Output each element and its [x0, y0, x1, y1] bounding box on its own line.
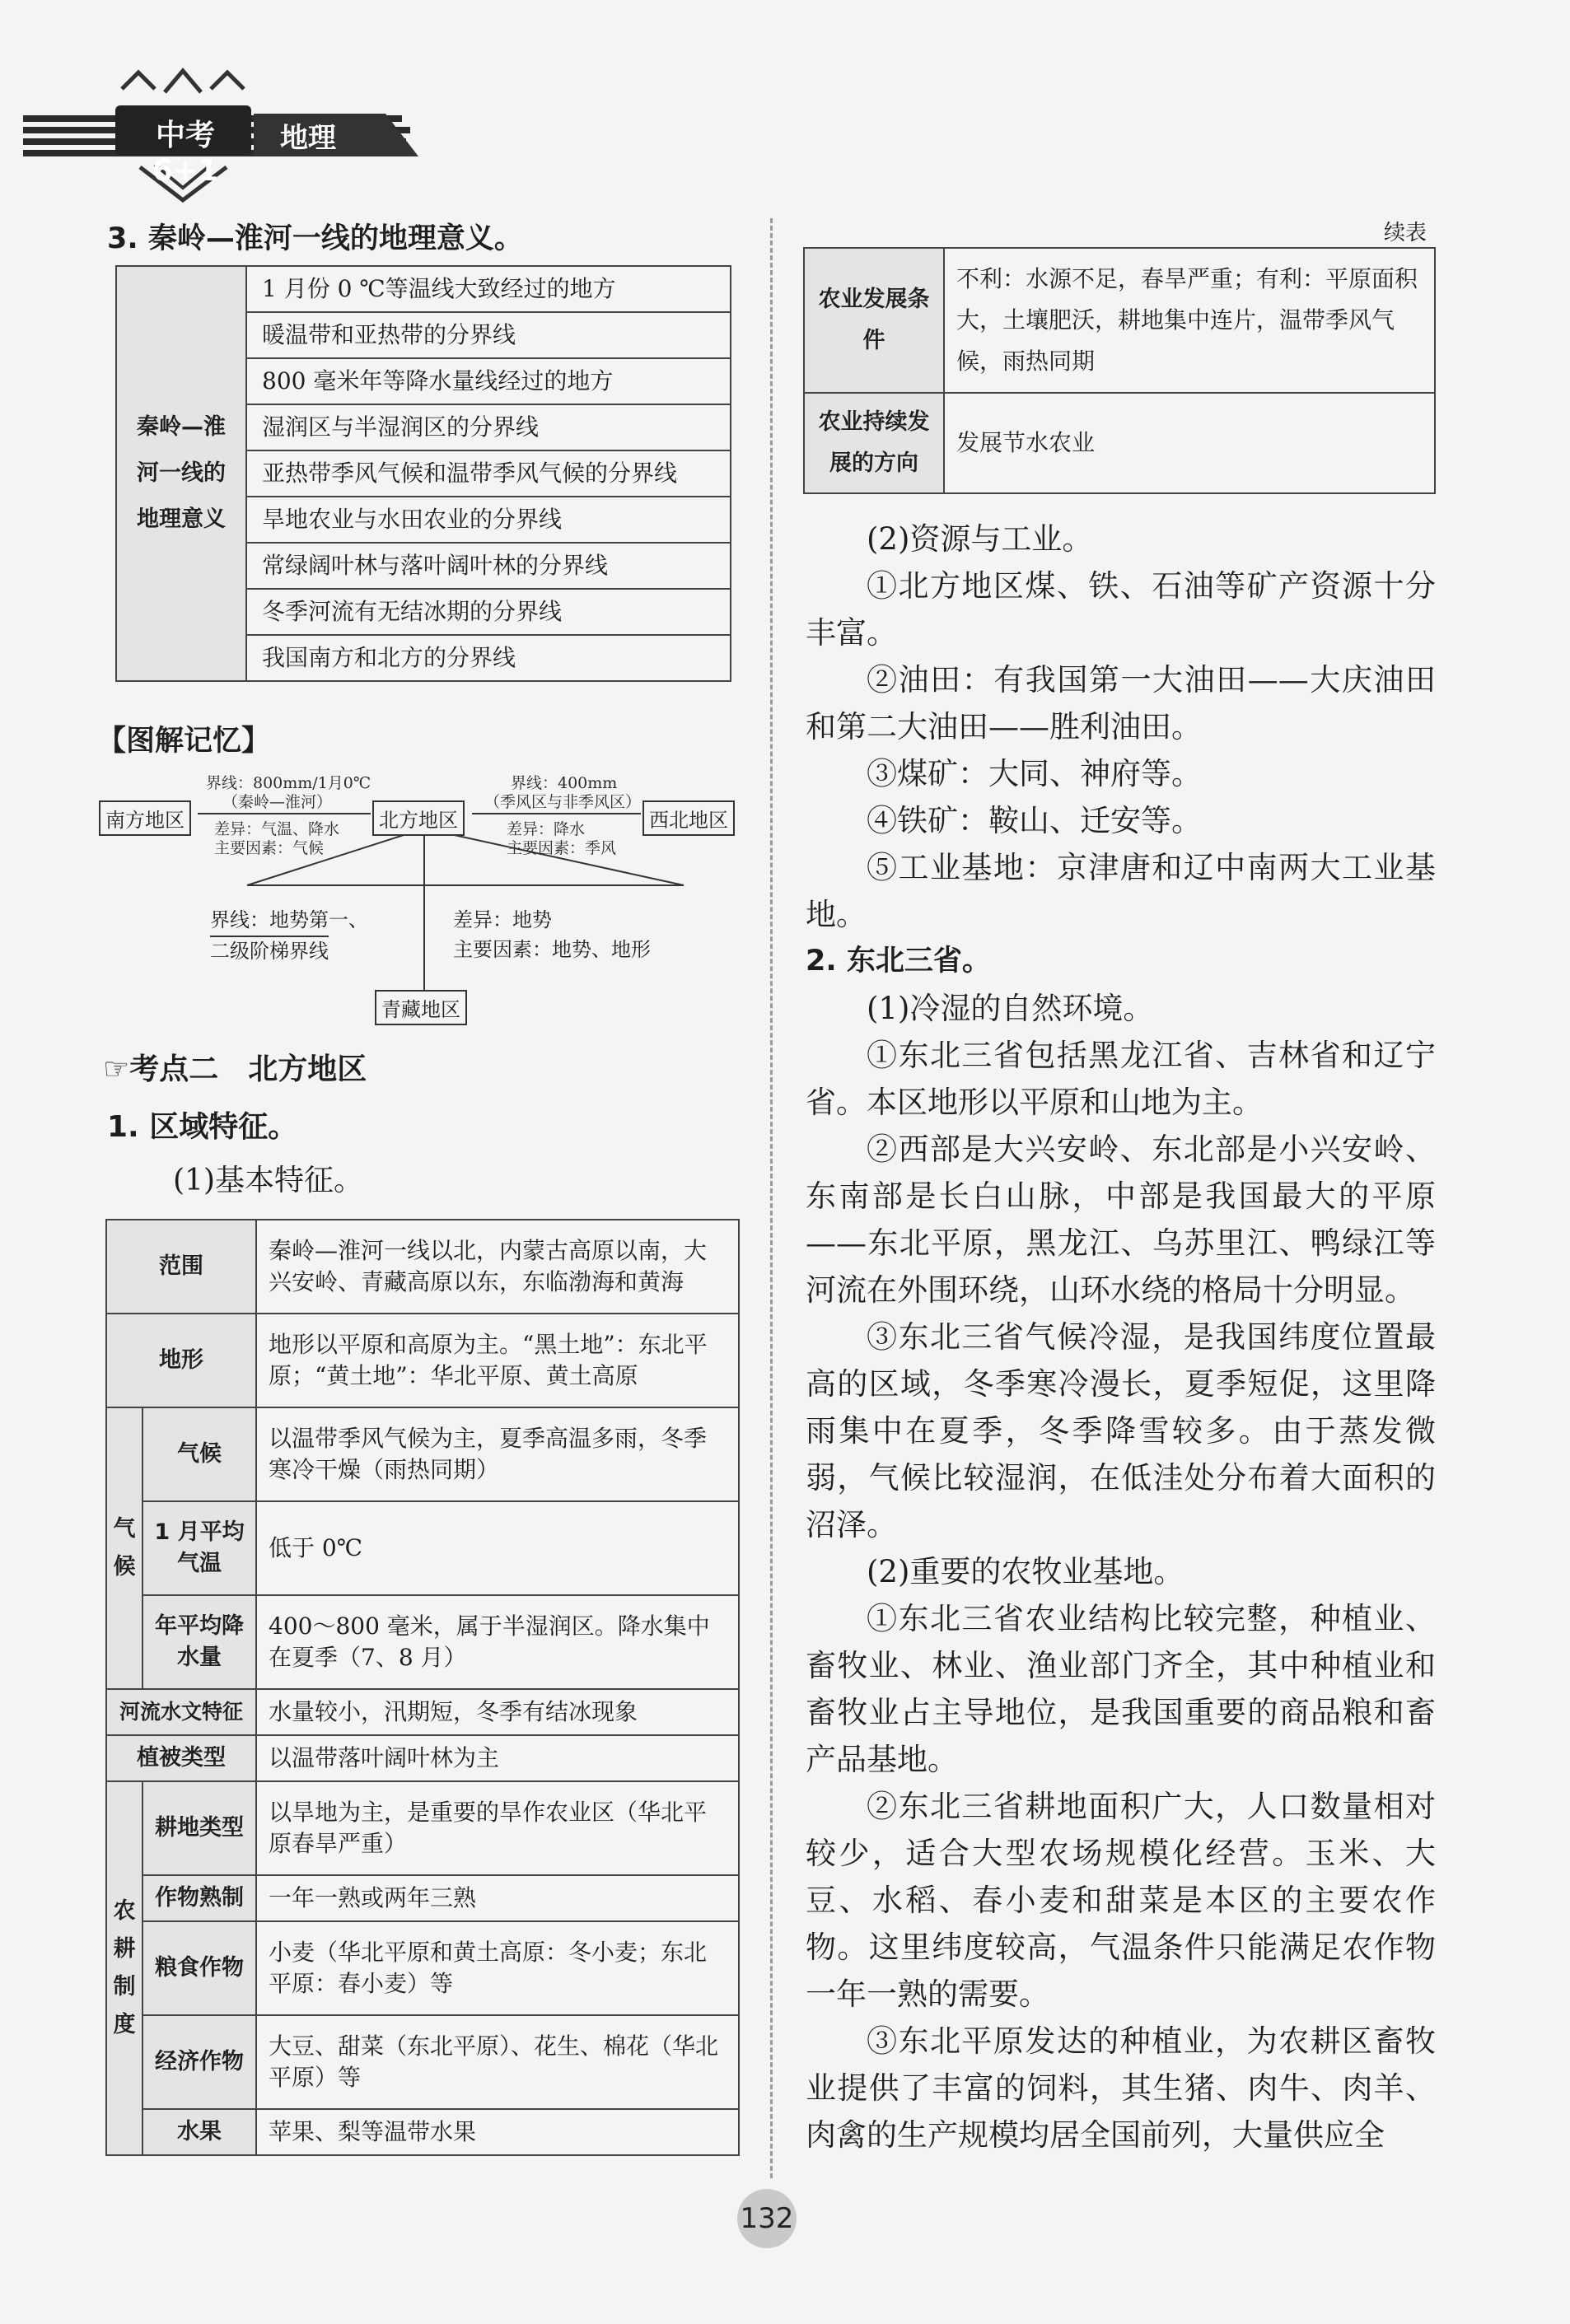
label-vegetation: 植被类型 — [106, 1735, 256, 1781]
box-north-region: 北方地区 — [372, 800, 465, 836]
para-resources-heading: (2)资源与工业。 — [867, 521, 1093, 557]
para-livestock: ③东北平原发达的种植业，为农耕区畜牧业提供了丰富的饲料，其生猪、肉牛、肉羊、肉禽的生产规模均居全国前列，大量供应全 — [806, 2023, 1436, 2153]
label-qihou: 气候 — [143, 1407, 256, 1501]
value-fanwei: 秦岭—淮河一线以北，内蒙古高原以南，大兴安岭、青藏高原以东，东临渤海和黄海 — [256, 1220, 739, 1314]
value-crop-cycle: 一年一熟或两年三熟 — [256, 1875, 739, 1921]
region-diagram — [91, 766, 750, 1029]
qinling-item: 冬季河流有无结冰期的分界线 — [246, 589, 731, 635]
column-divider — [770, 218, 773, 2178]
nw-difference: 差异：降水 — [507, 820, 586, 838]
nw-factor: 主要因素：季风 — [507, 839, 617, 857]
qinling-huaihe-table — [115, 265, 731, 682]
para-iron: ④铁矿：鞍山、迁安等。 — [867, 803, 1202, 838]
box-qingzang-region: 青藏地区 — [375, 990, 467, 1025]
value-qihou: 以温带季风气候为主，夏季高温多雨，冬季寒冷干燥（雨热同期） — [256, 1407, 739, 1501]
qinling-item: 暖温带和亚热带的分界线 — [246, 312, 731, 358]
label-agri-conditions: 农业发展条件 — [804, 248, 944, 393]
subject-tab-shape — [254, 114, 418, 156]
qz-boundary-note: 二级阶梯界线 — [210, 936, 329, 965]
qinling-item: 1 月份 0 ℃等温线大致经过的地方 — [246, 266, 731, 312]
basic-features-heading: (1)基本特征。 — [173, 1164, 363, 1197]
series-logo-text: 中考6+1 — [152, 119, 219, 188]
group-qihou: 气候 — [106, 1407, 143, 1689]
sn-difference: 差异：气温、降水 — [214, 820, 340, 838]
sn-factor: 主要因素：气候 — [214, 839, 325, 857]
qinling-item: 我国南方和北方的分界线 — [246, 635, 731, 681]
sn-boundary-note: （秦岭—淮河） — [222, 793, 333, 811]
label-dixing: 地形 — [106, 1314, 256, 1407]
value-grain: 小麦（华北平原和黄土高原：冬小麦；东北平原：春小麦）等 — [256, 1921, 739, 2015]
value-cash-crop: 大豆、甜菜（东北平原）、花生、棉花（华北平原）等 — [256, 2015, 739, 2109]
qz-boundary: 界线：地势第一、 — [210, 908, 368, 931]
label-cash-crop: 经济作物 — [143, 2015, 256, 2109]
para-farmland: ②东北三省耕地面积广大，人口数量相对较少，适合大型农场规模化经营。玉米、大豆、水稻、春小麦和甜菜是本区的主要农作物。这里纬度较高，气温条件只能满足农作物一年一熟的需要。 — [806, 1789, 1436, 2012]
qinling-item: 800 毫米年等降水量线经过的地方 — [246, 358, 731, 404]
value-vegetation: 以温带落叶阔叶林为主 — [256, 1735, 739, 1781]
value-agri-direction: 发展节水农业 — [944, 393, 1435, 493]
sn-boundary: 界线：800mm/1月0℃ — [206, 774, 371, 792]
label-fruit: 水果 — [143, 2109, 256, 2155]
nw-boundary: 界线：400mm — [511, 774, 618, 792]
page-number: 132 — [737, 2189, 797, 2248]
para-agri-base-heading: (2)重要的农牧业基地。 — [867, 1554, 1185, 1589]
para-minerals: ①北方地区煤、铁、石油等矿产资源十分丰富。 — [806, 568, 1436, 651]
value-agri-conditions: 不利：水源不足，春旱严重；有利：平原面积大，土壤肥沃，耕地集中连片，温带季风气候，雨热同期 — [944, 248, 1435, 393]
value-jan-temp: 低于 0℃ — [256, 1501, 739, 1595]
value-fruit: 苹果、梨等温带水果 — [256, 2109, 739, 2155]
value-annual-rain: 400～800 毫米，属于半湿润区。降水集中在夏季（7、8 月） — [256, 1595, 739, 1689]
label-crop-cycle: 作物熟制 — [143, 1875, 256, 1921]
label-fanwei: 范围 — [106, 1220, 256, 1314]
qinling-item: 常绿阔叶林与落叶阔叶林的分界线 — [246, 543, 731, 589]
para-oilfields: ②油田：有我国第一大油田——大庆油田和第二大油田——胜利油田。 — [806, 662, 1436, 744]
para-agri-structure: ①东北三省农业结构比较完整，种植业、畜牧业、林业、渔业部门齐全，其中种植业和畜牧业占主导地位，是我国重要的商品粮和畜产品基地。 — [806, 1601, 1436, 1777]
box-northwest-region: 西北地区 — [642, 800, 735, 836]
memory-heading: 【图解记忆】 — [97, 725, 271, 758]
qinling-item: 湿润区与半湿润区的分界线 — [246, 404, 731, 450]
label-annual-rain: 年平均降水量 — [143, 1595, 256, 1689]
subject-label: 地理 — [280, 122, 336, 155]
value-river: 水量较小，汛期短，冬季有结冰现象 — [256, 1689, 739, 1735]
para-coal: ③煤矿：大同、神府等。 — [867, 756, 1202, 791]
label-grain: 粮食作物 — [143, 1921, 256, 2015]
label-agri-direction: 农业持续发展的方向 — [804, 393, 944, 493]
nw-boundary-note: （季风区与非季风区） — [484, 793, 642, 811]
label-river: 河流水文特征 — [106, 1689, 256, 1735]
group-farming: 农耕制度 — [106, 1781, 143, 2155]
continued-label: 续表 — [1384, 221, 1427, 245]
region-features-heading: 1. 区域特征。 — [107, 1110, 298, 1144]
para-climate: ③东北三省气候冷湿，是我国纬度位置最高的区域，冬季寒冷漫长，夏季短促，这里降雨集中在夏季，冬季降雪较多。由于蒸发微弱，气候比较湿润，在低洼处分布着大面积的沼泽。 — [806, 1319, 1436, 1542]
box-south-region: 南方地区 — [99, 800, 191, 836]
section3-heading: 3. 秦岭—淮河一线的地理意义。 — [107, 222, 523, 255]
right-body-text — [806, 516, 1436, 2158]
qz-difference: 差异：地势 — [453, 908, 552, 931]
label-land-type: 耕地类型 — [143, 1781, 256, 1875]
para-cold-wet-heading: (1)冷湿的自然环境。 — [867, 991, 1154, 1026]
para-provinces: ①东北三省包括黑龙江省、吉林省和辽宁省。本区地形以平原和山地为主。 — [806, 1038, 1436, 1120]
qinling-item: 旱地农业与水田农业的分界线 — [246, 497, 731, 543]
label-jan-temp: 1 月平均气温 — [143, 1501, 256, 1595]
qinling-item: 亚热带季风气候和温带季风气候的分界线 — [246, 450, 731, 497]
para-industrial-bases: ⑤工业基地：京津唐和辽中南两大工业基地。 — [806, 850, 1436, 932]
value-dixing: 地形以平原和高原为主。“黑土地”：东北平原；“黄土地”：华北平原、黄土高原 — [256, 1314, 739, 1407]
kaodian2-heading: ☞考点二 北方地区 — [103, 1052, 367, 1086]
agri-conditions-table — [803, 247, 1436, 494]
north-region-table — [105, 1219, 740, 2156]
value-land-type: 以旱地为主，是重要的旱作农业区（华北平原春旱严重） — [256, 1781, 739, 1875]
qinling-row-label: 秦岭—淮河一线的地理意义 — [116, 266, 246, 681]
para-mountains: ②西部是大兴安岭、东北部是小兴安岭、东南部是长白山脉，中部是我国最大的平原——东北平原，黑龙江、乌苏里江、鸭绿江等河流在外围环绕，山环水绕的格局十分明显。 — [806, 1132, 1436, 1308]
qz-factor: 主要因素：地势、地形 — [453, 938, 651, 961]
northeast-heading: 2. 东北三省。 — [806, 945, 991, 978]
